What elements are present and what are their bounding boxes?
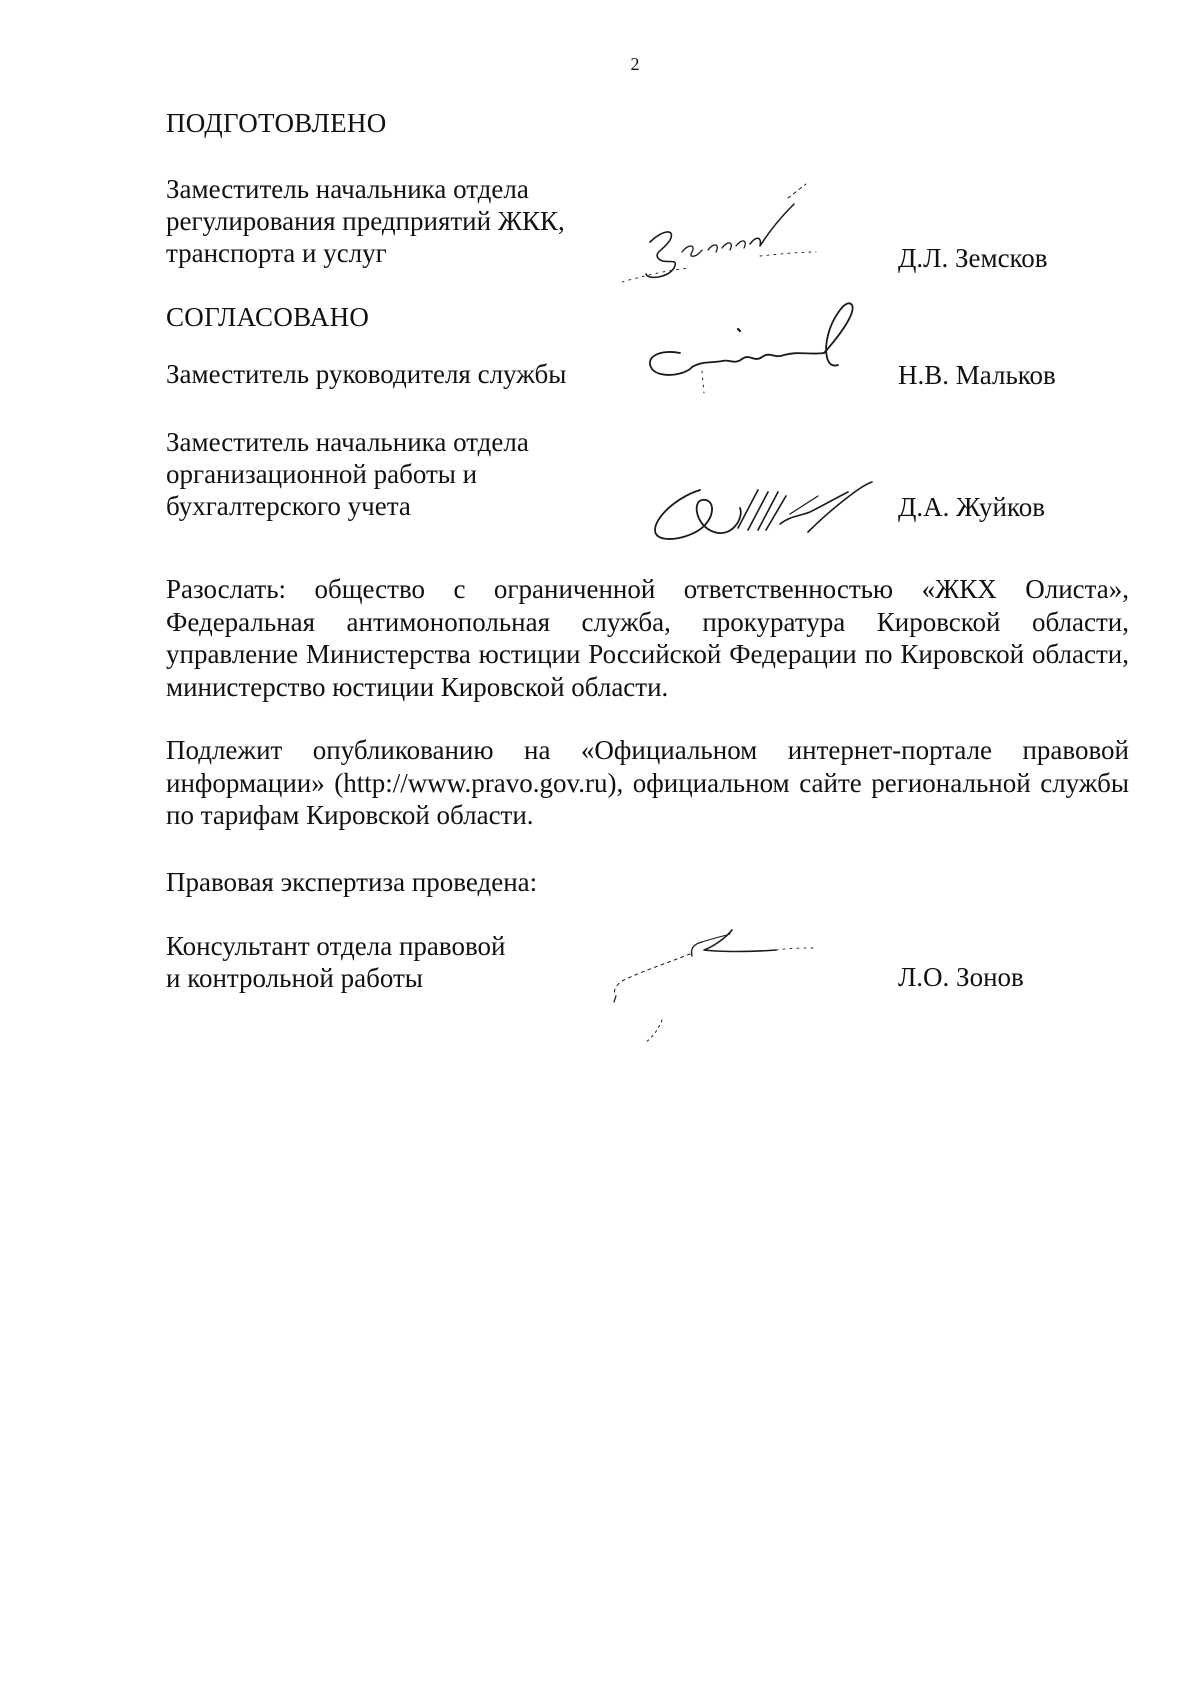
- prepared-signer-name: Д.Л. Земсков: [898, 243, 1048, 273]
- agreed-signer-2-name: Д.А. Жуйков: [898, 492, 1045, 522]
- publication-paragraph: Подлежит опубликованию на «Официальном интернет-портале правовой информации» (http://www.pravo.gov.ru), официальном сайте региональной службы по тарифам Кировской области.: [166, 735, 1129, 830]
- agreed-signer-1-position: [166, 358, 566, 390]
- agreed-heading: СОГЛАСОВАНО: [166, 302, 370, 332]
- position-line: транспорта и услуг: [166, 238, 387, 268]
- legal-review-heading: Правовая экспертиза проведена:: [166, 867, 538, 897]
- signature-zemskov: [610, 170, 870, 290]
- position-line: бухгалтерского учета: [166, 491, 411, 521]
- prepared-heading: ПОДГОТОВЛЕНО: [166, 108, 387, 138]
- legal-review-position: [166, 930, 505, 994]
- position-line: Заместитель руководителя службы: [166, 359, 567, 389]
- position-line: Консультант отдела правовой: [166, 931, 506, 961]
- position-line: организационной работы и: [166, 459, 478, 489]
- position-line: Заместитель начальника отдела: [166, 174, 529, 204]
- signature-malkov: [630, 295, 880, 405]
- agreed-signer-1-name: Н.В. Мальков: [898, 360, 1056, 390]
- signature-zhuykov: [640, 470, 880, 560]
- distribution-paragraph: Разослать: общество с ограниченной ответственностью «ЖКХ Олиста», Федеральная антимонопольная служба, прокуратура Кировской области, управление Министерства юстиции Российской Федерации по Кировской области, министерство юстиции Кировской области.: [166, 574, 1129, 702]
- agreed-signer-2-position: [166, 426, 529, 522]
- signature-zonov: [600, 920, 840, 1060]
- page-number: 2: [630, 54, 640, 74]
- position-line: Заместитель начальника отдела: [166, 427, 529, 457]
- position-line: и контрольной работы: [166, 963, 423, 993]
- legal-review-signer-name: Л.О. Зонов: [898, 962, 1024, 992]
- position-line: регулирования предприятий ЖКК,: [166, 206, 565, 236]
- prepared-position: [166, 173, 565, 269]
